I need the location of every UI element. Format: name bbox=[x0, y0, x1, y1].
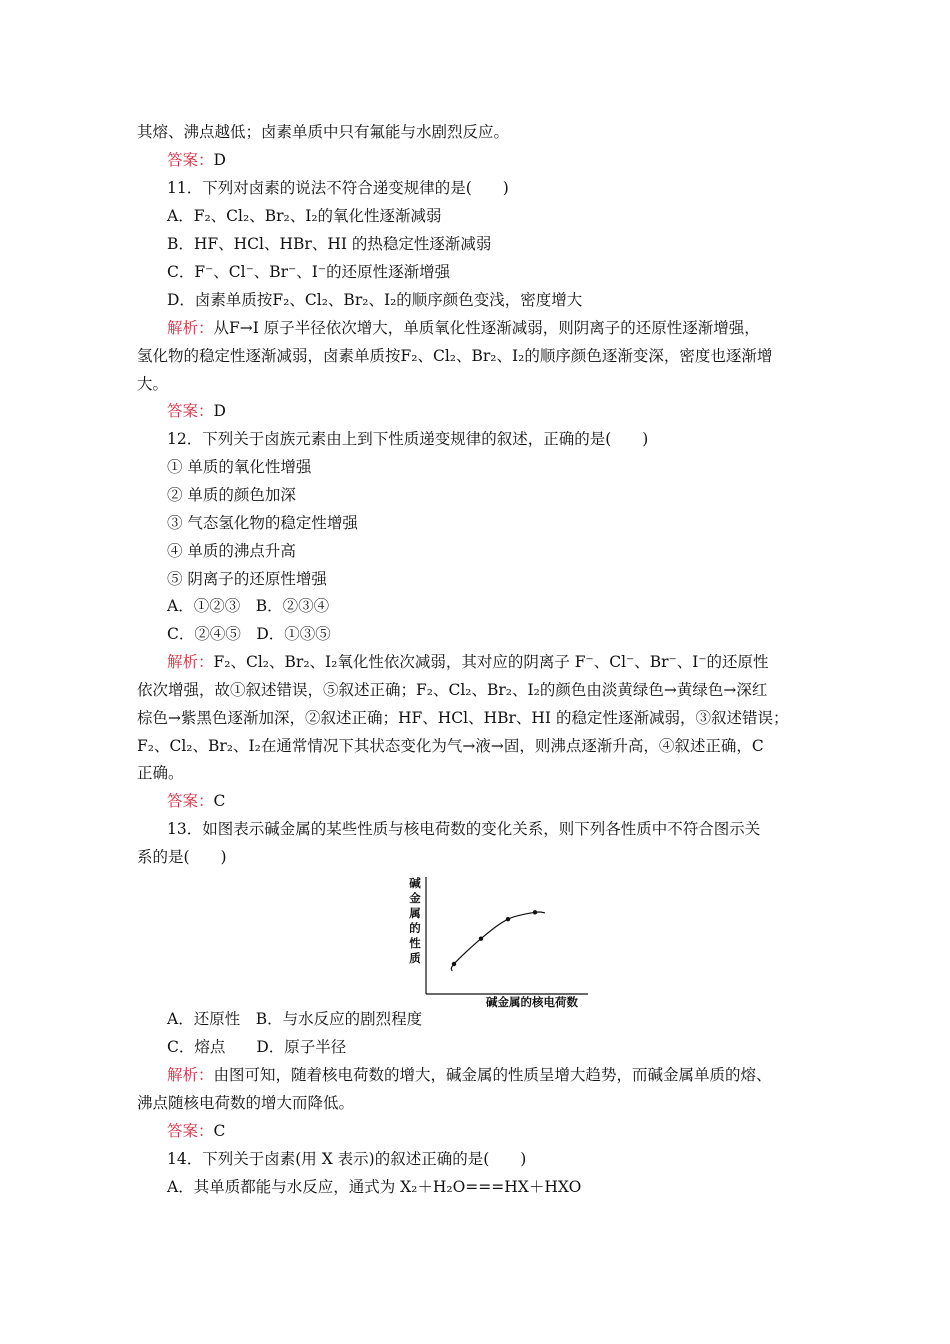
option-d: D．卤素单质按F₂、Cl₂、Br₂、I₂的顺序颜色变浅，密度增大 bbox=[167, 291, 583, 309]
analysis-line: 解析：由图可知，随着核电荷数的增大，碱金属的性质呈增大趋势，而碱金属单质的熔、 bbox=[167, 1066, 772, 1084]
data-point bbox=[452, 962, 456, 966]
question-11: 11．下列对卤素的说法不符合递变规律的是( ) bbox=[167, 179, 509, 197]
option-ab: A．①②③ B．②③④ bbox=[167, 597, 330, 615]
x-axis-label: 碱金属的核电荷数 bbox=[486, 995, 578, 1009]
answer-line: 答案：D bbox=[167, 402, 226, 420]
property-chart bbox=[404, 872, 594, 1010]
text-line: 大。 bbox=[137, 375, 169, 393]
option-a: A．其单质都能与水反应，通式为 X₂＋H₂O===HX＋HXO bbox=[167, 1178, 582, 1196]
answer-label: 答案： bbox=[167, 1122, 214, 1140]
statement-4: ④ 单质的沸点升高 bbox=[167, 542, 296, 560]
data-point bbox=[479, 936, 483, 940]
text-line: 依次增强，故①叙述错误，⑤叙述正确；F₂、Cl₂、Br₂、I₂的颜色由淡黄绿色→黄绿色→深红 bbox=[137, 681, 768, 699]
question-13: 13．如图表示碱金属的某些性质与核电荷数的变化关系，则下列各性质中不符合图示关 bbox=[167, 820, 761, 838]
analysis-label: 解析： bbox=[167, 653, 214, 671]
analysis-label: 解析： bbox=[167, 319, 214, 337]
question-12: 12．下列关于卤族元素由上到下性质递变规律的叙述，正确的是( ) bbox=[167, 430, 649, 448]
statement-1: ① 单质的氧化性增强 bbox=[167, 458, 312, 476]
answer-label: 答案： bbox=[167, 402, 214, 420]
text-line: 棕色→紫黑色逐渐加深，②叙述正确；HF、HCl、HBr、HI 的稳定性逐渐减弱，③叙述错误； bbox=[137, 709, 789, 727]
analysis-label: 解析： bbox=[167, 1066, 214, 1084]
statement-3: ③ 气态氢化物的稳定性增强 bbox=[167, 514, 358, 532]
option-ab: A．还原性 B．与水反应的剧烈程度 bbox=[167, 1010, 423, 1028]
analysis-line: 解析：从F→I 原子半径依次增大，单质氧化性逐渐减弱，则阴离子的还原性逐渐增强， bbox=[167, 319, 760, 337]
option-cd: C．熔点 D．原子半径 bbox=[167, 1038, 347, 1056]
question-14: 14．下列关于卤素(用 X 表示)的叙述正确的是( ) bbox=[167, 1150, 527, 1168]
option-c: C．F⁻、Cl⁻、Br⁻、I⁻的还原性逐渐增强 bbox=[167, 263, 451, 281]
plot-area bbox=[451, 910, 545, 971]
answer-label: 答案： bbox=[167, 792, 214, 810]
answer-line: 答案：D bbox=[167, 151, 226, 169]
data-point bbox=[533, 910, 537, 914]
data-point bbox=[506, 917, 510, 921]
option-cd: C．②④⑤ D．①③⑤ bbox=[167, 625, 331, 643]
answer-line: 答案：C bbox=[167, 792, 226, 810]
answer-line: 答案：C bbox=[167, 1122, 226, 1140]
text-line: 系的是( ) bbox=[137, 848, 227, 866]
option-a: A．F₂、Cl₂、Br₂、I₂的氧化性逐渐减弱 bbox=[167, 207, 442, 225]
text-line: 氢化物的稳定性逐渐减弱，卤素单质按F₂、Cl₂、Br₂、I₂的顺序颜色逐渐变深，密度也逐渐增 bbox=[137, 347, 773, 365]
y-axis-label: 碱金属的性质 bbox=[409, 876, 421, 965]
statement-2: ② 单质的颜色加深 bbox=[167, 486, 296, 504]
series-line bbox=[451, 912, 545, 971]
text-line: 其熔、沸点越低；卤素单质中只有氟能与水剧烈反应。 bbox=[137, 123, 510, 141]
statement-5: ⑤ 阴离子的还原性增强 bbox=[167, 570, 327, 588]
chart-svg bbox=[404, 872, 594, 1010]
answer-label: 答案： bbox=[167, 151, 214, 169]
text-line: 沸点随核电荷数的增大而降低。 bbox=[137, 1094, 355, 1112]
text-line: 正确。 bbox=[137, 764, 184, 782]
analysis-line: 解析：F₂、Cl₂、Br₂、I₂氧化性依次减弱，其对应的阴离子 F⁻、Cl⁻、Br⁻、I⁻的还原性 bbox=[167, 653, 769, 671]
text-line: F₂、Cl₂、Br₂、I₂在通常情况下其状态变化为气→液→固，则沸点逐渐升高，④叙述正确，C bbox=[137, 737, 764, 755]
option-b: B．HF、HCl、HBr、HI 的热稳定性逐渐减弱 bbox=[167, 235, 492, 253]
